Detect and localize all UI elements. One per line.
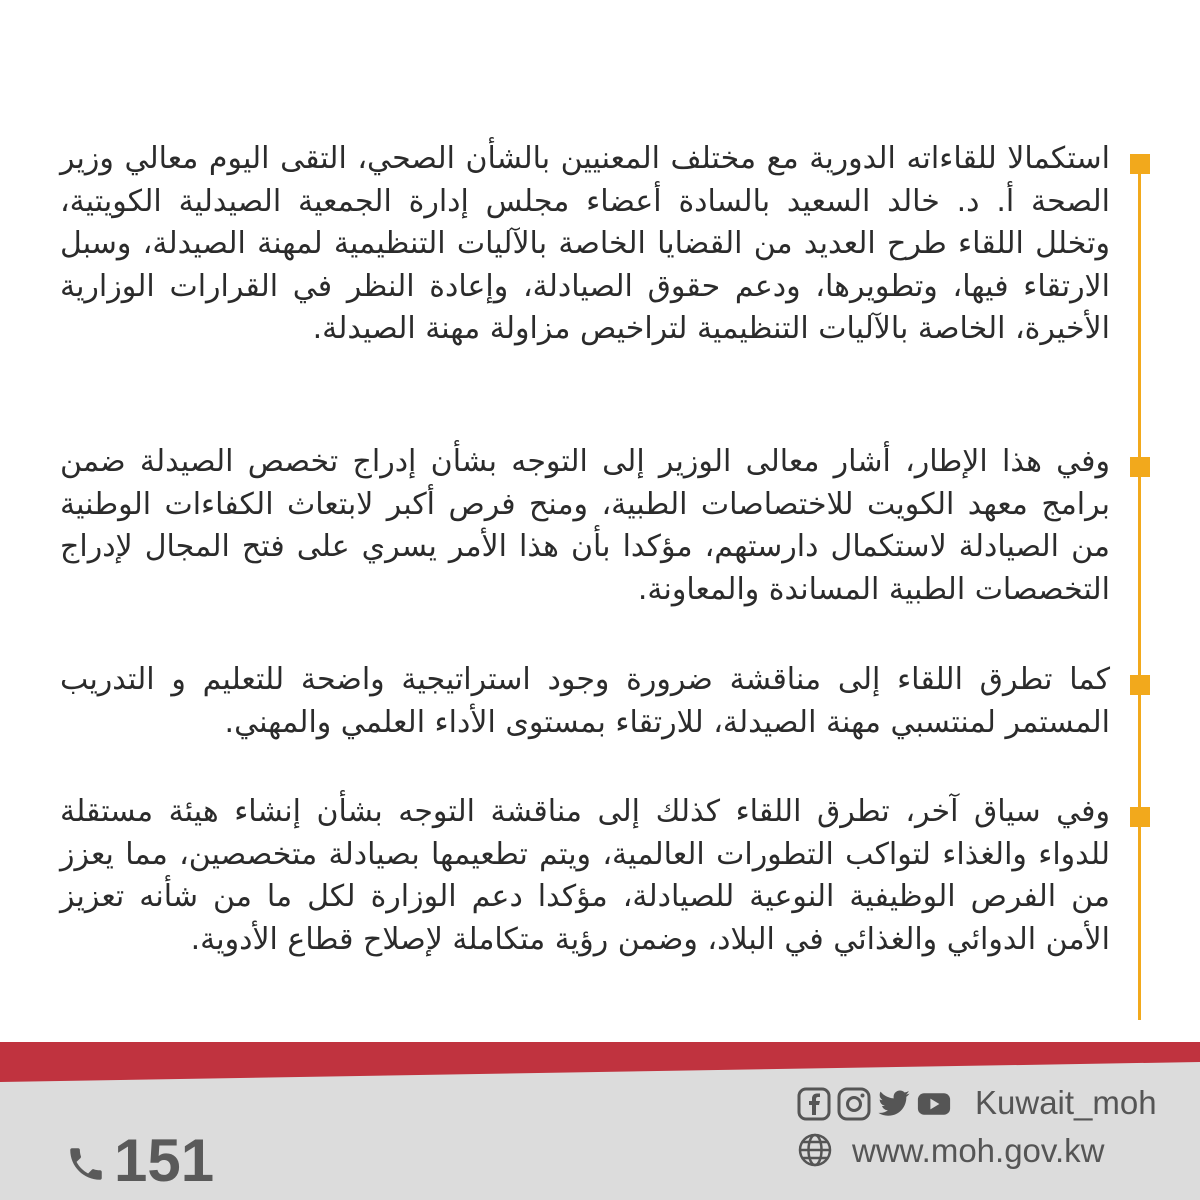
twitter-icon[interactable]	[877, 1087, 911, 1121]
globe-icon	[797, 1132, 833, 1172]
bullet-marker	[1130, 807, 1150, 827]
social-handle[interactable]: Kuwait_moh	[975, 1084, 1157, 1121]
phone-icon	[65, 1143, 107, 1189]
paragraph-1: استكمالا للقاءاته الدورية مع مختلف المعنيين بالشأن الصحي، التقى اليوم معالي وزير الصحة أ. د. خالد السعيد بالسادة أعضاء مجلس إدارة الجمعية الصيدلية الكويتية، وتخلل اللقاء طرح العديد من القضايا الخاصة بالآليات التنظيمية لمهنة الصيدلة، وسبل الارتقاء فيها، وتطويرها، ودعم حقوق الصيادلة، وإعادة النظر في القرارات الوزارية الأخيرة، الخاصة بالآليات التنظيمية لتراخيص مزاولة مهنة الصيدلة.	[60, 141, 1110, 346]
facebook-icon[interactable]	[797, 1087, 831, 1121]
website-link[interactable]: www.moh.gov.kw	[852, 1132, 1105, 1169]
social-icons	[797, 1087, 951, 1121]
timeline-line	[1138, 160, 1141, 1020]
bullet-marker	[1130, 675, 1150, 695]
bullet-marker	[1130, 154, 1150, 174]
bullet-marker	[1130, 457, 1150, 477]
hotline-number[interactable]: 151	[114, 1127, 215, 1194]
paragraph-4: وفي سياق آخر، تطرق اللقاء كذلك إلى مناقشة التوجه بشأن إنشاء هيئة مستقلة للدواء والغذاء لتواكب التطورات العالمية، ويتم تطعيمها بصيادلة متخصصين، مما يعزز من الفرص الوظيفية النوعية للصيادلة، مؤكدا دعم الوزارة لكل ما من شأنه تعزيز الأمن الدوائي والغذائي في البلاد، وضمن رؤية متكاملة لإصلاح قطاع الأدوية.	[60, 794, 1110, 957]
paragraph-2: وفي هذا الإطار، أشار معالى الوزير إلى التوجه بشأن إدراج تخصص الصيدلة ضمن برامج معهد الكويت للاختصاصات الطبية، ومنح فرص أكبر لابتعاث الكفاءات الوطنية من الصيادلة لاستكمال دارستهم، مؤكدا بأن هذا الأمر يسري على فتح المجال لإدراج التخصصات الطبية المساندة والمعاونة.	[60, 444, 1110, 607]
instagram-icon[interactable]	[837, 1087, 871, 1121]
paragraph-3: كما تطرق اللقاء إلى مناقشة ضرورة وجود استراتيجية واضحة للتعليم و التدريب المستمر لمنتسبي مهنة الصيدلة، للارتقاء بمستوى الأداء العلمي والمهني.	[60, 662, 1110, 740]
youtube-icon[interactable]	[917, 1087, 951, 1121]
